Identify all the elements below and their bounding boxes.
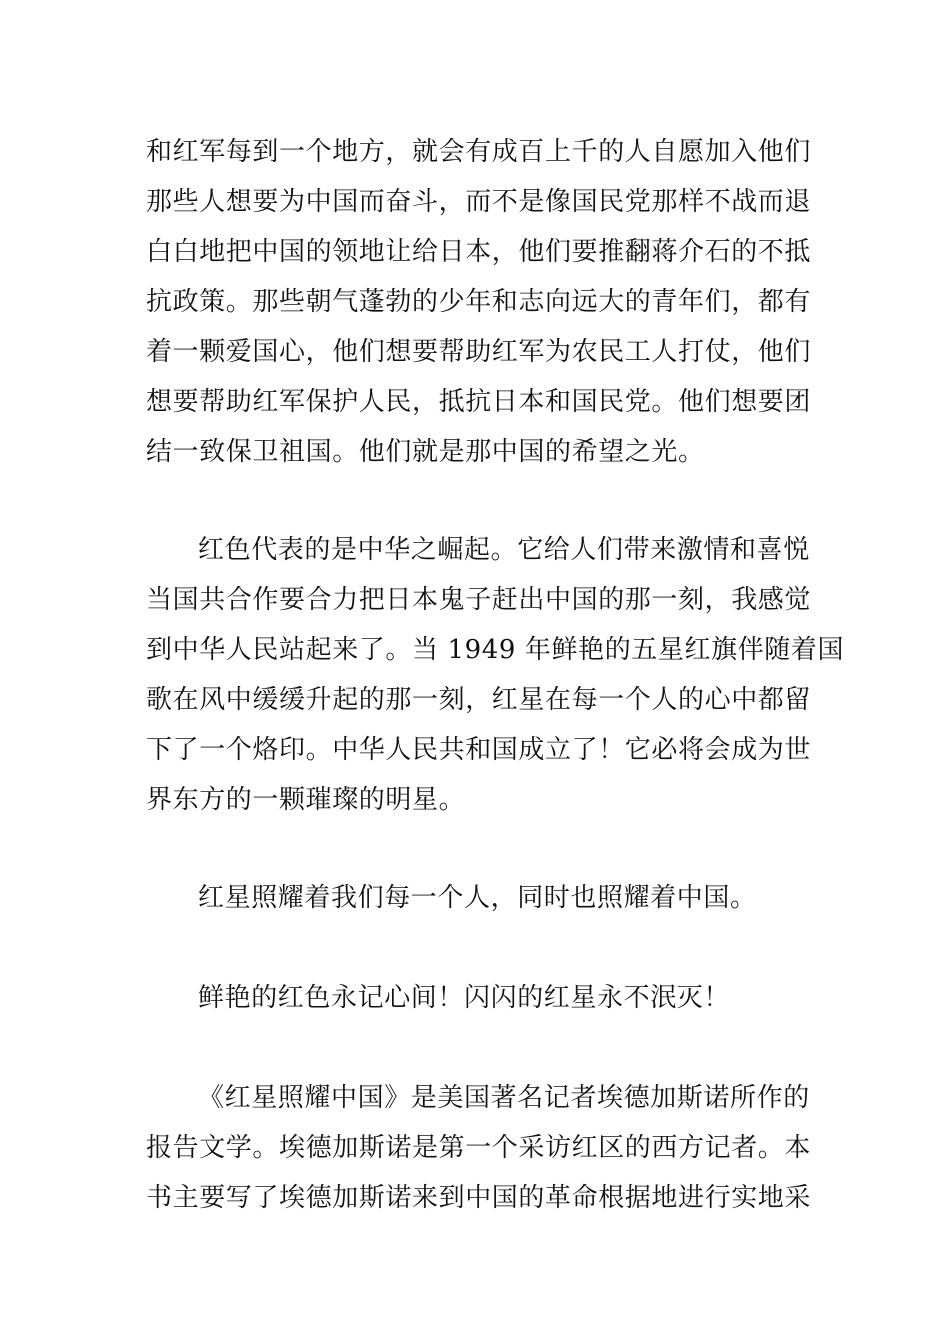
text-line: 界东方的一颗璀璨的明星。: [146, 785, 466, 815]
text-line: 书主要写了埃德加斯诺来到中国的革命根据地进行实地采: [146, 1183, 812, 1213]
text-line: 那些人想要为中国而奋斗，而不是像国民党那样不战而退: [146, 187, 812, 217]
text-line: 结一致保卫祖国。他们就是那中国的希望之光。: [146, 437, 705, 467]
paragraph-never-fade: [146, 973, 806, 1023]
text-line: 着一颗爱国心，他们想要帮助红军为农民工人打仗，他们: [146, 337, 812, 367]
text-line: 歌在风中缓缓升起的那一刻，红星在每一个人的心中都留: [146, 685, 812, 715]
text-line: 报告文学。埃德加斯诺是第一个采访红区的西方记者。本: [146, 1133, 812, 1163]
text-line: 《红星照耀中国》是美国著名记者埃德加斯诺所作的: [198, 1083, 810, 1113]
text-line: 和红军每到一个地方，就会有成百上千的人自愿加入他们: [146, 137, 812, 167]
text-line: 下了一个烙印。中华人民共和国成立了！它必将会成为世: [146, 735, 812, 765]
text-line: 红色代表的是中华之崛起。它给人们带来激情和喜悦: [198, 535, 810, 565]
text-line: 想要帮助红军保护人民，抵抗日本和国民党。他们想要团: [146, 387, 812, 417]
text-line: 红星照耀着我们每一个人，同时也照耀着中国。: [198, 883, 757, 913]
paragraph-rise-of-china: [146, 525, 845, 825]
paragraph-book-introduction: [146, 1073, 812, 1223]
text-line: 白白地把中国的领地让给日本，他们要推翻蒋介石的不抵: [146, 237, 812, 267]
text-line: 抗政策。那些朝气蓬勃的少年和志向远大的青年们，都有: [146, 287, 812, 317]
paragraph-red-star-shines: [146, 873, 806, 923]
text-line: 鲜艳的红色永记心间！闪闪的红星永不泯灭！: [198, 983, 731, 1013]
text-line: 当国共合作要合力把日本鬼子赶出中国的那一刻，我感觉: [146, 585, 812, 615]
paragraph-red-army-volunteers: [146, 127, 812, 477]
text-line: 到中华人民站起来了。当 1949 年鲜艳的五星红旗伴随着国: [146, 635, 845, 665]
